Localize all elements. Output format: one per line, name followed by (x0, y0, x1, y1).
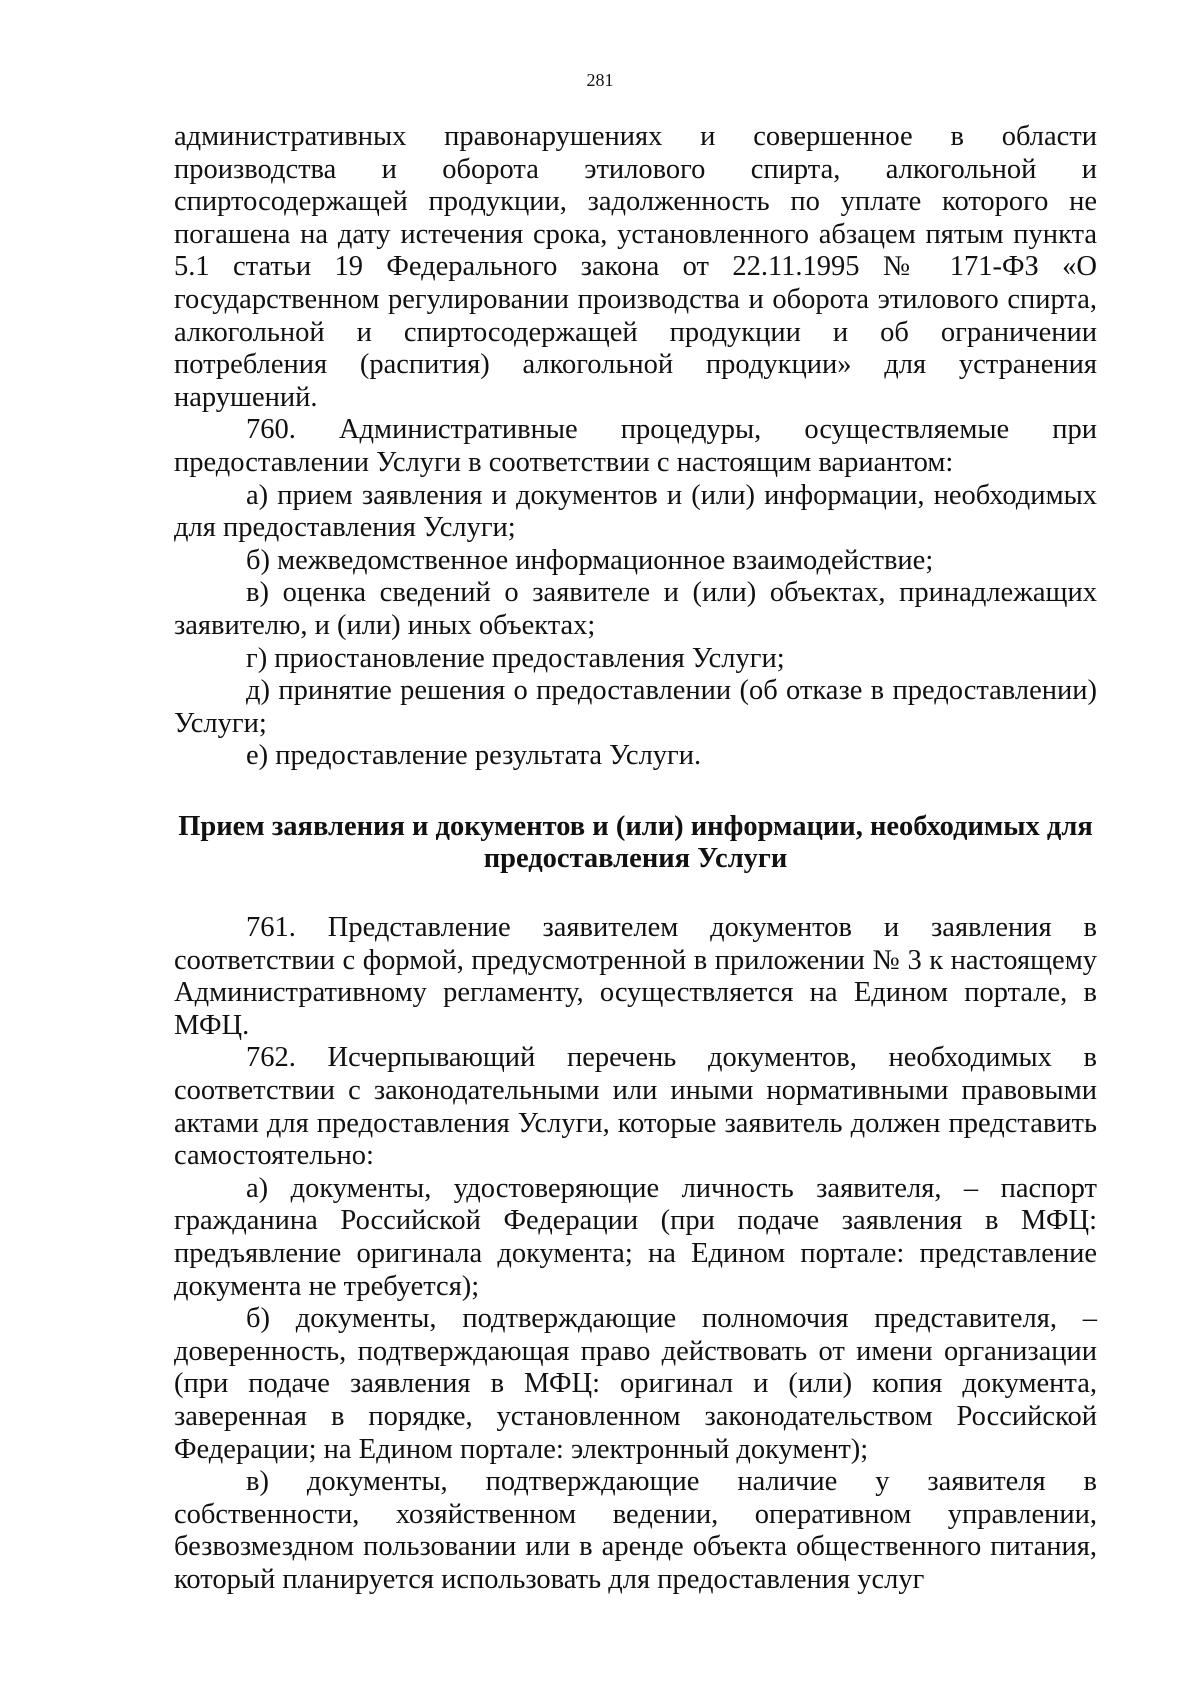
list-item-a: а) прием заявления и документов и (или) информации, необходимых для предоставления Услуги; (174, 479, 1097, 544)
list-item-e: е) предоставление результата Услуги. (246, 740, 702, 772)
list-item-b: б) межведомственное информационное взаимодействие; (246, 544, 934, 576)
list-item-d: д) принятие решения о предоставлении (об отказе в предоставлении) Услуги; (174, 675, 1097, 739)
doc-item-a: а) документы, удостоверяющие личность заявителя, – паспорт гражданина Российской Федерации (при подаче заявления в МФЦ: предъявление оригинала документа; на Едином портале: представление документа не требуется); (174, 1172, 1097, 1302)
paragraph-762: 762. Исчерпывающий перечень документов, необходимых в соответствии с законодательными или иными нормативными правовыми актами для предоставления Услуги, которые заявитель должен представить самостоятельно: (174, 1042, 1097, 1172)
list-item-v: в) оценка сведений о заявителе и (или) объектах, принадлежащих заявителю, и (или) иных объектах; (174, 577, 1097, 641)
document-body (174, 121, 1097, 1597)
page-number: 281 (586, 70, 614, 90)
paragraph-761: 761. Представление заявителем документов и заявления в соответствии с формой, предусмотренной в приложении № 3 к настоящему Административному регламенту, осуществляется на Едином портале, в МФЦ. (174, 912, 1097, 1041)
doc-item-v: в) документы, подтверждающие наличие у заявителя в собственности, хозяйственном ведении, оперативном управлении, безвозмездном пользовании или в аренде объекта общественного питания, который планируется использовать для предоставления услуг (174, 1466, 1097, 1595)
paragraph-continuation: административных правонарушениях и совершенное в области производства и оборота этилового спирта, алкогольной и спиртосодержащей продукции, задолженность по уплате которого не погашена на дату истечения срока, установленного абзацем пятым пункта 5.1 статьи 19 Федерального закона от 22.11.1995 № 171-ФЗ «О государственном регулировании производства и оборота этилового спирта, алкогольной и спиртосодержащей продукции и об ограничении потребления (распития) алкогольной продукции» для устранения нарушений. (174, 121, 1097, 413)
section-heading: Прием заявления и документов и (или) информации, необходимых для предоставления Услуги (178, 810, 1093, 875)
doc-item-b: б) документы, подтверждающие полномочия представителя, – доверенность, подтверждающая право действовать от имени организации (при подаче заявления в МФЦ: оригинал и (или) копия документа, заверенная в порядке, установленном законодательством Российской Федерации; на Едином портале: электронный документ); (174, 1303, 1097, 1465)
paragraph-760: 760. Административные процедуры, осуществляемые при предоставлении Услуги в соответствии с настоящим вариантом: (174, 414, 1097, 478)
list-item-g: г) приостановление предоставления Услуги; (246, 642, 785, 674)
